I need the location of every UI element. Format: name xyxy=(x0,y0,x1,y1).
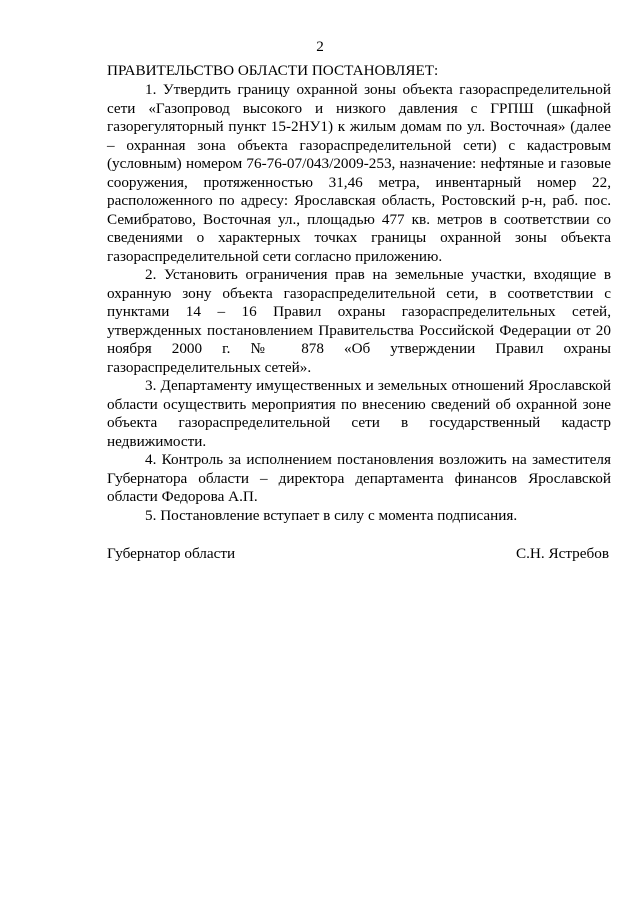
resolution-heading: ПРАВИТЕЛЬСТВО ОБЛАСТИ ПОСТАНОВЛЯЕТ: xyxy=(107,62,439,79)
resolution-body xyxy=(107,81,611,525)
paragraph-5: 5. Постановление вступает в силу с момента подписания. xyxy=(145,506,518,524)
page-number: 2 xyxy=(316,38,324,55)
paragraph-2: 2. Установить ограничения прав на земельные участки, входящие в охранную зону объекта газораспределительной сети, в соответствии с пунктами 14 – 16 Правил охраны газораспределительных сетей, утвержденных постановлением Правительства Российской Федерации от 20 ноября 2000 г. № 878 «Об утверждении Правил охраны газораспределительных сетей». xyxy=(107,266,611,376)
paragraph-4: 4. Контроль за исполнением постановления возложить на заместителя Губернатора области – директора департамента финансов Ярославской области Федорова А.П. xyxy=(107,451,611,505)
signatory-name: С.Н. Ястребов xyxy=(515,545,609,562)
paragraph-3: 3. Департаменту имущественных и земельных отношений Ярославской области осуществить мероприятия по внесению сведений об охранной зоне объекта газораспределительной сети в государственный кадастр недвижимости. xyxy=(107,377,611,450)
paragraph-1: 1. Утвердить границу охранной зоны объекта газораспределительной сети «Газопровод высокого и низкого давления с ГРПШ (шкафной газорегуляторный пункт 15-2НУ1) к жилым домам по ул. Восточная» (далее – охранная зона объекта газораспределительной сети) с кадастровым (условным) номером 76-76-07/043/2009-253, назначение: нефтяные и газовые сооружения, протяженностью 31,46 метра, инвентарный номер 22, расположенного по адресу: Ярославская область, Ростовский р-н, раб. пос. Семибратово, Восточная ул., площадью 477 кв. метров в соответствии со сведениями о характерных точках границы охранной зоны объекта газораспределительной сети согласно приложению. xyxy=(107,81,611,265)
signatory-title: Губернатор области xyxy=(107,545,236,562)
